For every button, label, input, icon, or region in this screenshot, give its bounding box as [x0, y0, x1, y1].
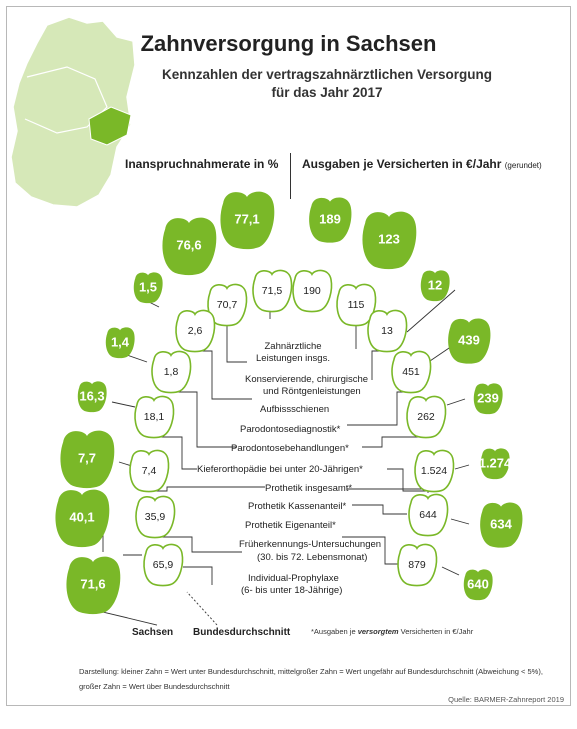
expenditure-bund-tooth [415, 450, 453, 491]
connector-line [112, 402, 135, 407]
center-label: Parodontosediagnostik* [240, 424, 341, 435]
subtitle-line-2: für das Jahr 2017 [271, 85, 383, 100]
connector-line [442, 567, 459, 575]
source-credit: Quelle: BARMER-Zahnreport 2019 [448, 695, 564, 704]
connector-line [149, 487, 265, 491]
connector-line [195, 351, 252, 399]
rate-sachsen-value: 76,6 [176, 237, 202, 253]
connector-line [451, 519, 469, 524]
footnote-suffix: Versicherten in €/Jahr [398, 627, 474, 636]
connector-line [227, 325, 247, 362]
header-expenditure-note: (gerundet) [504, 161, 542, 170]
footnote-emphasis: versorgtem [357, 627, 399, 636]
rate-bund-tooth [135, 396, 173, 437]
rate-bund-value: 71,5 [261, 285, 283, 297]
center-label: Aufbissschienen [260, 404, 330, 415]
expenditure-sachsen-value: 123 [378, 231, 400, 247]
rate-sachsen-value: 71,6 [80, 576, 106, 592]
explanation-line-2: großer Zahn = Wert über Bundesdurchschnitt [79, 682, 230, 691]
expenditure-sachsen-value: 12 [427, 277, 443, 293]
center-label: Individual-Prophylaxe [248, 573, 339, 584]
legend-sachsen: Sachsen [132, 627, 174, 638]
rate-bund-value: 35,9 [144, 511, 166, 523]
page-title: Zahnversorgung in Sachsen [140, 31, 437, 56]
rate-bund-value: 1,8 [163, 366, 179, 378]
header-expenditure-text: Ausgaben je Versicherten in €/Jahr [302, 157, 502, 171]
rate-sachsen-tooth [106, 327, 135, 358]
legend-bundesdurchschnitt: Bundesdurchschnitt [193, 627, 291, 638]
rate-sachsen-value: 1,4 [110, 334, 130, 350]
center-label: (6- bis unter 18-Jährige) [241, 585, 343, 596]
rate-bund-tooth [130, 450, 168, 491]
expenditure-sachsen-tooth [421, 270, 450, 301]
rate-sachsen-tooth [134, 272, 163, 303]
expenditure-bund-tooth [392, 351, 430, 392]
expenditure-sachsen-value: 189 [319, 211, 341, 227]
rate-bund-tooth [136, 496, 174, 537]
expenditure-sachsen-value: 439 [458, 332, 480, 348]
center-label: Zahnärztliche [264, 341, 322, 352]
rate-bund-tooth [144, 544, 182, 585]
rate-sachsen-tooth [66, 557, 120, 614]
footnote-prefix: *Ausgaben je [311, 627, 358, 636]
rate-sachsen-tooth [78, 381, 107, 412]
connector-line [362, 437, 426, 447]
legend-bund-pointer [187, 592, 217, 625]
connector-line [171, 392, 237, 447]
expenditure-sachsen-tooth [309, 198, 351, 243]
expenditure-bund-value: 1.524 [420, 465, 448, 477]
expenditure-sachsen-tooth [479, 448, 512, 479]
rate-bund-value: 70,7 [216, 299, 238, 311]
footnote [311, 627, 473, 636]
rate-bund-value: 7,4 [141, 465, 157, 477]
rate-bund-tooth [152, 351, 190, 392]
expenditure-bund-value: 13 [381, 325, 393, 337]
expenditure-bund-value: 190 [303, 285, 321, 297]
legend-sachsen-pointer [103, 612, 157, 625]
center-label: Prothetik Kassenanteil* [248, 501, 347, 512]
rate-bund-tooth [176, 310, 214, 351]
center-label: Konservierende, chirurgische [245, 374, 369, 385]
expenditure-sachsen-tooth [474, 383, 503, 414]
center-label: und Röntgenleistungen [263, 386, 361, 397]
center-label: Kieferorthopädie bei unter 20-Jährigen* [197, 464, 363, 475]
center-label: Parodontosebehandlungen* [231, 443, 349, 454]
expenditure-sachsen-value: 239 [477, 390, 499, 406]
connector-line [372, 351, 387, 380]
header-rate: Inanspruchnahmerate in % [125, 157, 279, 171]
expenditure-bund-value: 115 [347, 299, 365, 311]
expenditure-sachsen-value: 640 [467, 576, 489, 592]
expenditure-sachsen-value: 634 [490, 516, 512, 532]
expenditure-sachsen-tooth [362, 212, 416, 269]
center-label: Prothetik insgesamt* [265, 483, 353, 494]
expenditure-bund-tooth [293, 270, 331, 311]
center-label: (30. bis 72. Lebensmonat) [257, 552, 368, 563]
subtitle-line-1: Kennzahlen der vertragszahnärztlichen Versorgung [161, 67, 493, 82]
expenditure-bund-tooth [407, 396, 445, 437]
explanation-line-1: Darstellung: kleiner Zahn = Wert unter Bundesdurchschnitt, mittelgroßer Zahn = Wert ungefähr auf Bundesdurchschnitt (Abweichung < 5%), [79, 667, 543, 676]
rate-sachsen-value: 77,1 [234, 211, 260, 227]
rate-sachsen-tooth [55, 490, 109, 547]
center-label: Prothetik Eigenanteil* [245, 520, 336, 531]
expenditure-sachsen-tooth [464, 569, 493, 600]
expenditure-bund-value: 644 [419, 509, 437, 521]
rate-sachsen-tooth [220, 192, 274, 249]
expenditure-sachsen-value: 1.274 [478, 455, 512, 471]
rate-sachsen-value: 1,5 [138, 279, 158, 295]
connector-line [455, 465, 469, 469]
expenditure-bund-tooth [368, 310, 406, 351]
expenditure-bund-tooth [398, 544, 436, 585]
rate-bund-value: 65,9 [152, 559, 174, 571]
rate-sachsen-value: 7,7 [77, 450, 97, 466]
rate-sachsen-tooth [60, 431, 114, 488]
expenditure-sachsen-tooth [448, 319, 490, 364]
expenditure-bund-tooth [409, 494, 447, 535]
header-expenditure [302, 157, 542, 171]
connector-line [447, 399, 465, 405]
expenditure-bund-value: 879 [408, 559, 426, 571]
rate-bund-tooth [253, 270, 291, 311]
connector-line [352, 505, 407, 514]
rate-bund-value: 18,1 [143, 411, 165, 423]
connector-line [183, 567, 212, 585]
rate-sachsen-value: 40,1 [69, 509, 95, 525]
rate-sachsen-tooth [162, 218, 216, 275]
center-label: Früherkennungs-Untersuchungen [239, 539, 382, 550]
expenditure-bund-value: 262 [417, 411, 435, 423]
expenditure-bund-value: 451 [402, 366, 420, 378]
rate-bund-value: 2,6 [187, 325, 203, 337]
infographic-frame [6, 6, 571, 706]
center-label: Leistungen insgs. [256, 353, 330, 364]
header-divider [290, 153, 291, 199]
rate-sachsen-value: 16,3 [79, 388, 105, 404]
connector-line [127, 355, 147, 362]
expenditure-sachsen-tooth [480, 503, 522, 548]
